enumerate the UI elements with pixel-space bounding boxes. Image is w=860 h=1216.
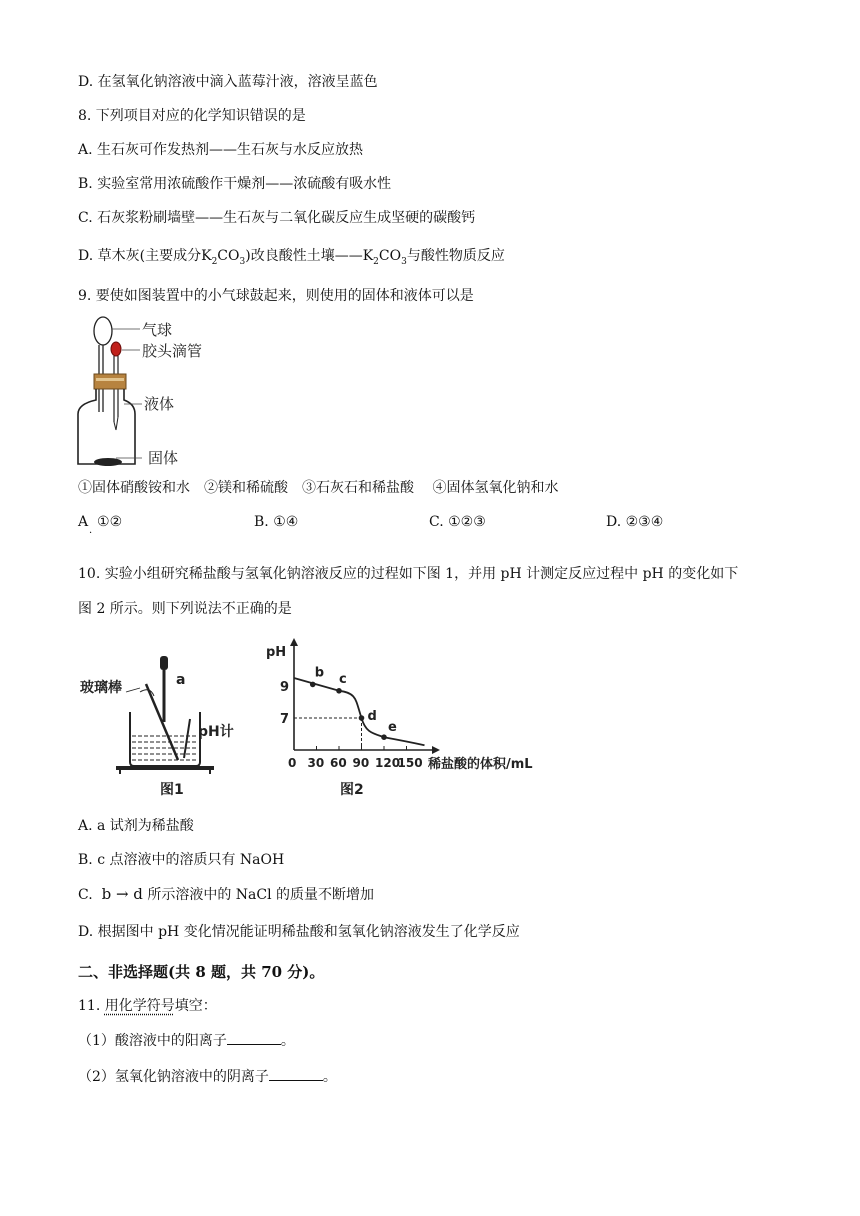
x-tick-label: 120 <box>375 756 401 770</box>
q10-option-b: B. c 点溶液中的溶质只有 NaOH <box>78 852 285 868</box>
q10-figure-1 <box>80 634 260 800</box>
fig2-caption: 图2 <box>340 782 364 798</box>
rubber-stopper <box>94 374 126 389</box>
q8-option-c: C. 石灰浆粉刷墙壁——生石灰与二氧化碳反应生成坚硬的碳酸钙 <box>78 210 476 226</box>
q11-emphasis: 用化学符号 <box>104 998 175 1014</box>
y-axis-arrow <box>290 638 298 646</box>
dropper-bulb <box>111 342 121 356</box>
fig1-label-ph-meter: pH计 <box>198 724 234 740</box>
section-2-title: 二、非选择题(共 8 题，共 70 分)。 <box>78 963 325 981</box>
q9-option-d: D. ②③④ <box>606 514 664 530</box>
q8-d-formula1: $K_2CO_3$ <box>201 248 246 267</box>
q9-stem: 9. 要使如图装置中的小气球鼓起来，则使用的固体和液体可以是 <box>78 288 474 304</box>
dropper-bulb-fig1 <box>160 656 168 670</box>
q10-c-formula: b → d <box>101 885 143 903</box>
q11-blank-2[interactable] <box>269 1066 323 1081</box>
fig1-label-reagent-a: a <box>176 672 186 688</box>
q10-option-a: A. a 试剂为稀盐酸 <box>78 818 194 834</box>
q11-sub1: （1）酸溶液中的阳离子 。 <box>78 1030 295 1051</box>
q10-stem-line1: 10. 实验小组研究稀盐酸与氢氧化钠溶液反应的过程如下图 1，并用 pH 计测定反应过程中 pH 的变化如下 <box>78 566 739 582</box>
x-axis-arrow <box>432 746 440 754</box>
point-d <box>359 715 365 721</box>
y-tick-label: 9 <box>280 680 290 695</box>
q9-choices: ①固体硝酸铵和水 ②镁和稀硫酸 ③石灰石和稀盐酸 ④固体氢氧化钠和水 <box>78 480 559 496</box>
q10-option-c: C. b → d 所示溶液中的 NaCl 的质量不断增加 <box>78 885 375 903</box>
y-tick-label: 7 <box>280 712 290 727</box>
q9-a-dot: · <box>89 528 93 539</box>
point-label-c: c <box>339 671 347 687</box>
point-e <box>381 734 387 740</box>
solid-pile <box>94 458 122 466</box>
q7-option-d: D. 在氢氧化钠溶液中滴入蓝莓汁液，溶液呈蓝色 <box>78 74 378 90</box>
point-label-e: e <box>388 720 397 736</box>
q8-stem: 8. 下列项目对应的化学知识错误的是 <box>78 108 306 124</box>
q8-d-suffix: 与酸性物质反应 <box>406 248 505 264</box>
q8-d-middle: )改良酸性土壤—— <box>245 248 363 264</box>
q8-option-b: B. 实验室常用浓硫酸作干燥剂——浓硫酸有吸水性 <box>78 176 392 192</box>
q8-d-prefix: D. 草木灰(主要成分 <box>78 248 202 264</box>
balloon-shape <box>94 317 112 345</box>
q10-figure-2-ph-chart <box>262 634 562 800</box>
point-c <box>336 688 342 694</box>
bottle-outline <box>78 389 135 464</box>
x-tick-label: 90 <box>352 756 370 770</box>
q11-blank-1[interactable] <box>227 1030 281 1045</box>
ph-curve <box>294 678 425 745</box>
y-axis-label: pH <box>266 645 287 660</box>
x-tick-label: 30 <box>307 756 325 770</box>
x-tick-label: 60 <box>330 756 347 770</box>
q9-option-a: A ①② <box>78 514 123 530</box>
fig1-caption: 图1 <box>160 782 184 798</box>
label-solid: 固体 <box>148 449 179 467</box>
label-balloon: 气球 <box>142 321 173 339</box>
glass-rod <box>146 684 178 760</box>
q9-apparatus-figure <box>72 312 222 472</box>
x-axis-label: 稀盐酸的体积/mL <box>428 757 533 772</box>
q11-stem: 11. 用化学符号填空： <box>78 998 217 1014</box>
q8-option-d <box>78 246 505 272</box>
q10-option-d: D. 根据图中 pH 变化情况能证明稀盐酸和氢氧化钠溶液发生了化学反应 <box>78 924 520 940</box>
q11-sub2: （2）氢氧化钠溶液中的阴离子 。 <box>78 1066 337 1087</box>
q9-option-c: C. ①②③ <box>429 514 486 530</box>
q8-option-a: A. 生石灰可作发热剂——生石灰与水反应放热 <box>78 142 364 158</box>
q9-option-b: B. ①④ <box>254 514 299 530</box>
point-label-b: b <box>314 665 325 681</box>
q10-stem-line2: 图 2 所示。则下列说法不正确的是 <box>78 601 292 617</box>
point-label-d: d <box>367 709 377 724</box>
label-liquid: 液体 <box>144 395 175 413</box>
x-tick-label: 0 <box>288 756 297 770</box>
fig1-label-glass-rod: 玻璃棒 <box>80 680 122 696</box>
x-tick-label: 150 <box>397 756 423 770</box>
point-b <box>310 682 316 688</box>
q8-d-formula2: $K_2CO_3$ <box>362 248 407 267</box>
label-dropper: 胶头滴管 <box>142 342 203 360</box>
